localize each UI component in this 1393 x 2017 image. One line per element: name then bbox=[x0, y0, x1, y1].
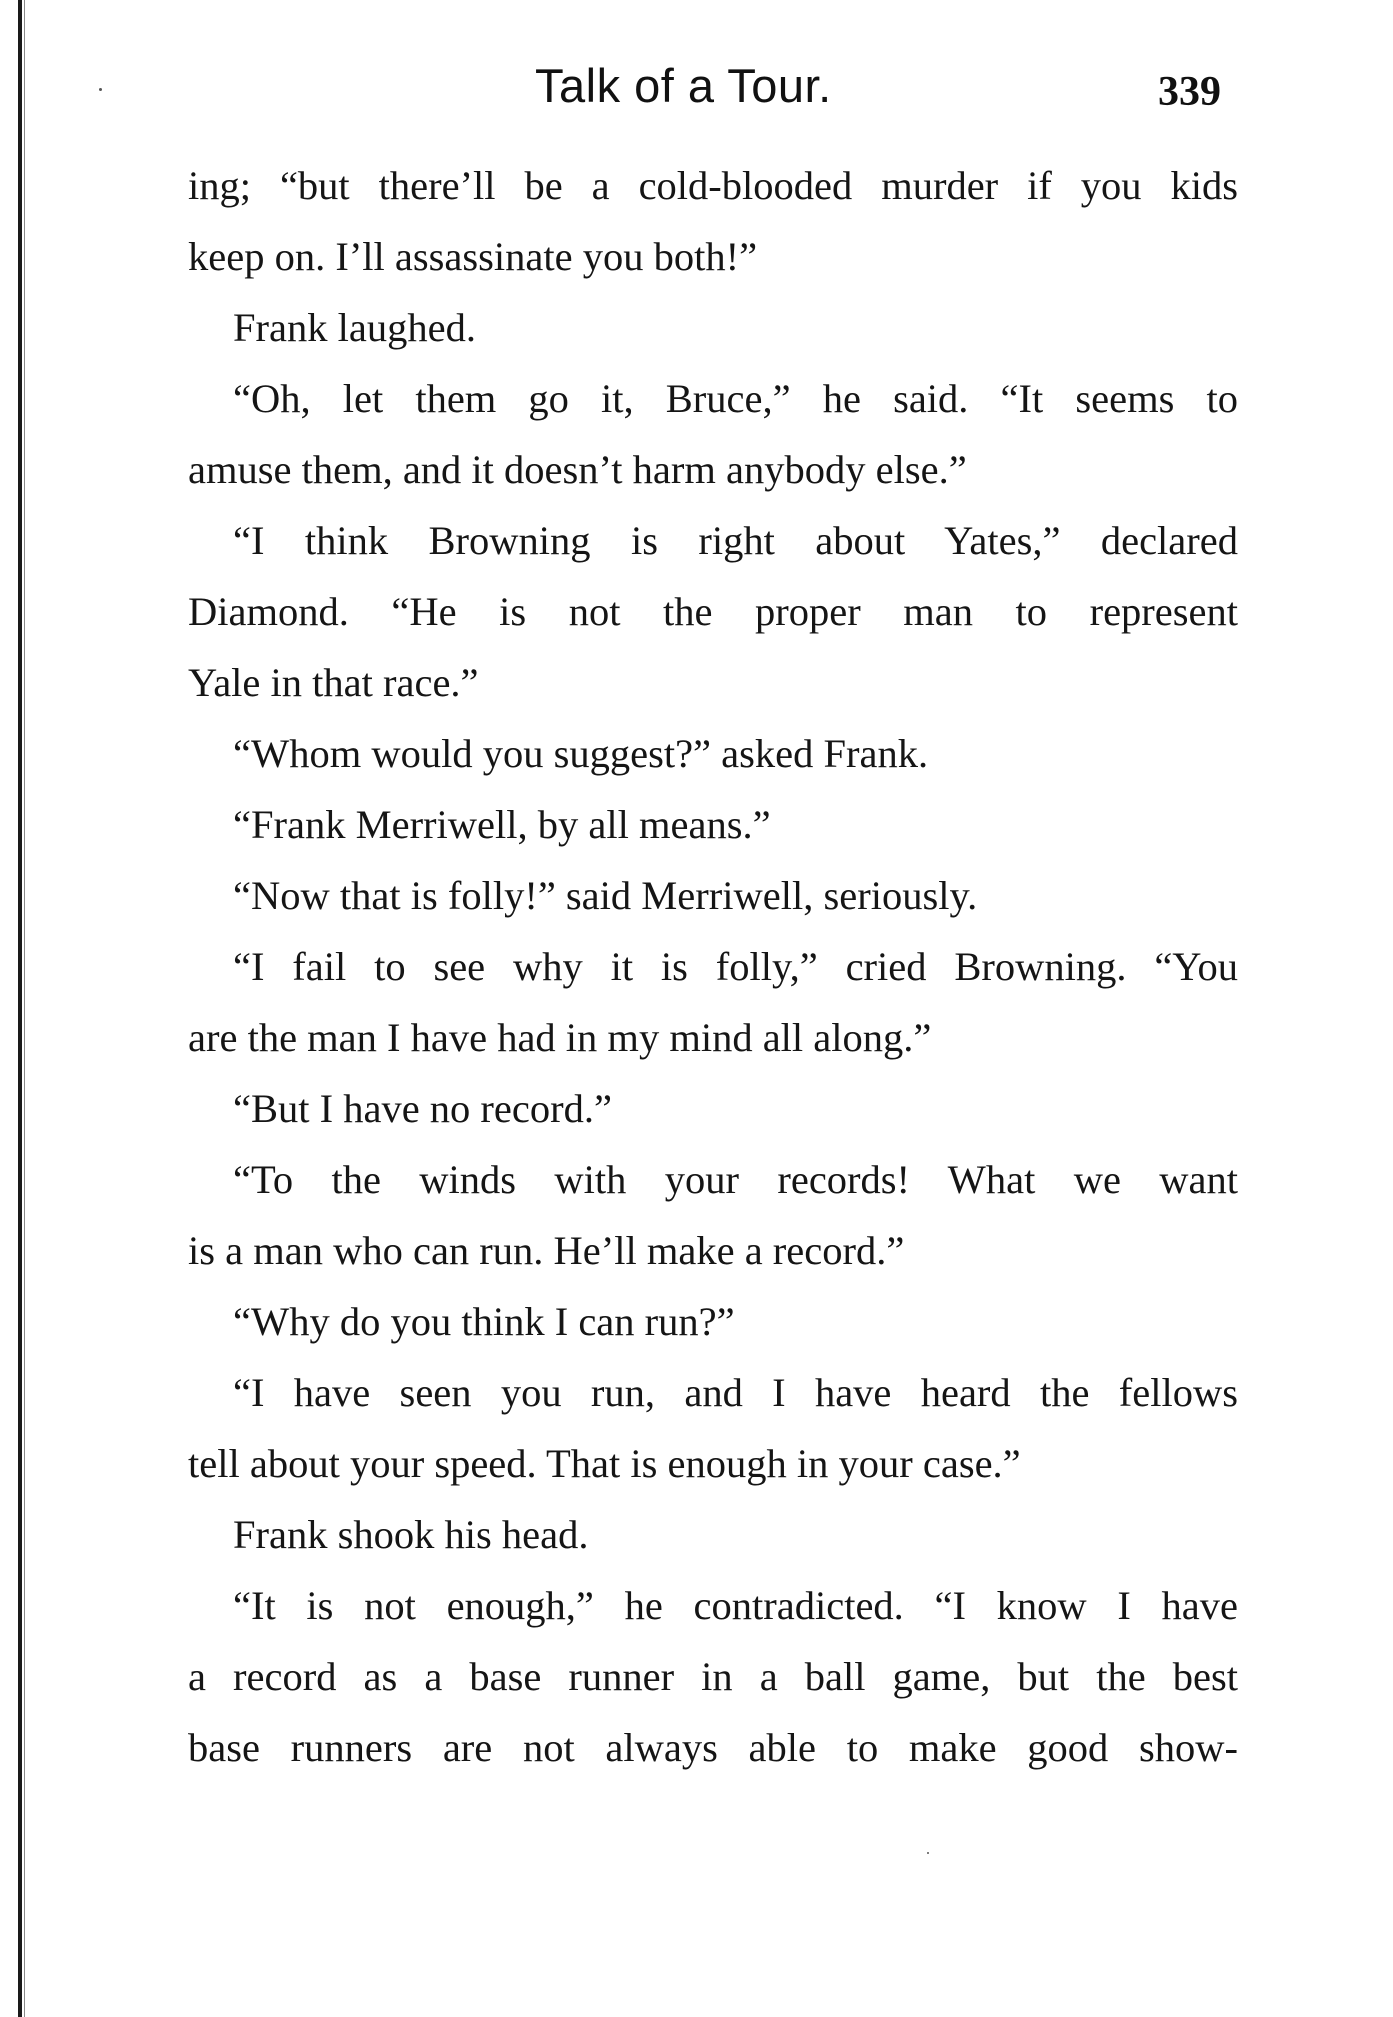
text-line: Yale in that race.” bbox=[188, 660, 479, 705]
text-line: “To the winds with your records! What we want bbox=[233, 1157, 1238, 1202]
text-line: “I think Browning is right about Yates,” declared bbox=[233, 518, 1238, 563]
binding-edge-line bbox=[18, 0, 22, 2017]
paper-speck bbox=[927, 1852, 929, 1854]
page-body-text bbox=[188, 150, 1238, 1783]
text-line: a record as a base runner in a ball game, but the best bbox=[188, 1654, 1238, 1699]
text-line: “Whom would you suggest?” asked Frank. bbox=[233, 731, 929, 776]
running-head bbox=[0, 58, 1393, 128]
text-line: “Oh, let them go it, Bruce,” he said. “It seems to bbox=[233, 376, 1238, 421]
text-line: “Frank Merriwell, by all means.” bbox=[233, 802, 771, 847]
text-line: Frank shook his head. bbox=[233, 1512, 589, 1557]
text-line: Frank laughed. bbox=[233, 305, 476, 350]
text-line: amuse them, and it doesn’t harm anybody else.” bbox=[188, 447, 967, 492]
page-number: 339 bbox=[1158, 69, 1221, 115]
text-line: “Now that is folly!” said Merriwell, seriously. bbox=[233, 873, 978, 918]
text-line: tell about your speed. That is enough in your case.” bbox=[188, 1441, 1021, 1486]
text-line: “But I have no record.” bbox=[233, 1086, 612, 1131]
binding-edge-shadow bbox=[24, 0, 25, 2017]
text-line: “I fail to see why it is folly,” cried Browning. “You bbox=[233, 944, 1238, 989]
text-line: is a man who can run. He’ll make a record.” bbox=[188, 1228, 905, 1273]
text-line: Diamond. “He is not the proper man to represent bbox=[188, 589, 1238, 634]
text-line: ing; “but there’ll be a cold-blooded murder if you kids bbox=[188, 163, 1238, 208]
text-line: “I have seen you run, and I have heard the fellows bbox=[233, 1370, 1238, 1415]
text-line: keep on. I’ll assassinate you both!” bbox=[188, 234, 758, 279]
text-line: base runners are not always able to make good show- bbox=[188, 1725, 1238, 1770]
text-line: are the man I have had in my mind all along.” bbox=[188, 1015, 932, 1060]
text-line: “Why do you think I can run?” bbox=[233, 1299, 735, 1344]
text-line: “It is not enough,” he contradicted. “I know I have bbox=[233, 1583, 1238, 1628]
paper-speck bbox=[99, 88, 102, 91]
running-title: Talk of a Tour. bbox=[535, 59, 832, 112]
